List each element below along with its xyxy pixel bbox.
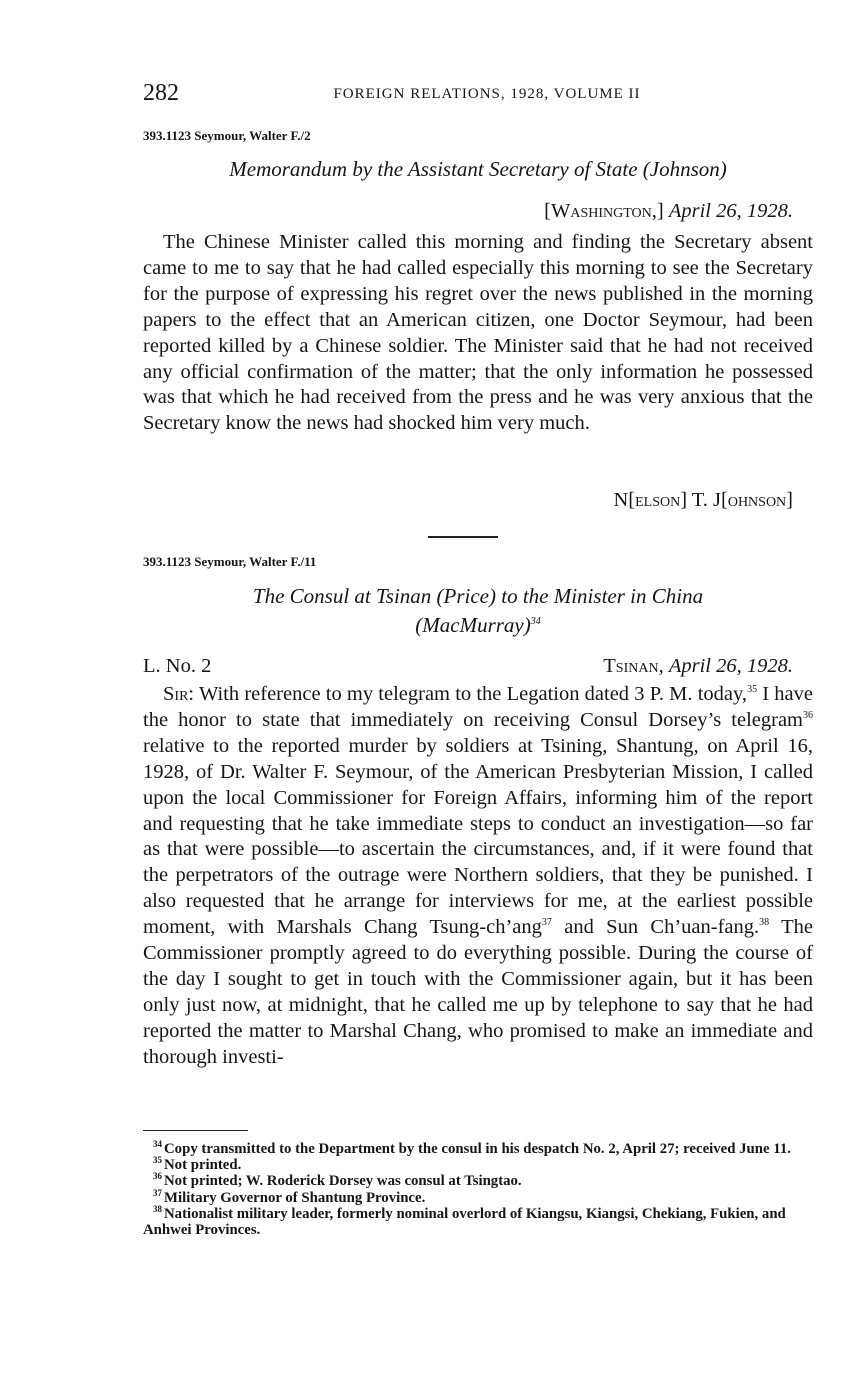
signature: N[elson] T. J[ohnson]	[613, 489, 793, 511]
salutation: Sir:	[163, 683, 195, 705]
footnote-ref-36: 36	[803, 710, 813, 722]
footnote-rule	[143, 1130, 248, 1131]
dateline-place: [Washington,]	[544, 200, 664, 222]
letter-dateline	[603, 655, 793, 678]
letter-text-4: and Sun Ch’uan-fang.	[564, 916, 760, 939]
memorandum-paragraph: The Chinese Minister called this morning and finding the Secretary absent came to me to say that he had called especially this morning to see the Secretary for the purpose of expressing his regret over the news published in the morning papers to the effect that an American citizen, one Doctor Seymour, had been reported killed by a Chinese soldier. The Minister said that he had not received any official confirmation of the matter; that the only information he possessed was that which he had received from the press and he was very anxious that the Secretary know the news had shocked him very much.	[143, 231, 813, 435]
document-title-1: Memorandum by the Assistant Secretary of State (Johnson)	[229, 157, 727, 181]
page-header	[143, 80, 813, 114]
letter-text-3: relative to the reported murder by soldiers at Tsining, Shantung, on April 16, 1928, of Dr. Walter F. Seymour, of the American Presbyterian Mission, I called upon the local Commissioner for Foreign Affairs, informing him of the report and requesting that he take immediate steps to conduct an investigation—so far as that were possible—to ascertain the circumstances, and, if it were found that the perpetrators of the outrage were Northern soldiers, that they be punished. I also requested that he arrange for interviews for me, at the earliest possible moment, with Marshals Chang Tsung-ch’ang	[143, 734, 813, 939]
page-number: 282	[143, 80, 179, 106]
document-title-2	[143, 582, 813, 640]
letter-body	[143, 682, 813, 1071]
dateline-1	[143, 200, 793, 223]
footnote-ref-38: 38	[759, 917, 770, 929]
title-line-2	[143, 611, 813, 640]
section-divider	[428, 536, 498, 538]
footnote-35: $^{35}$ Not printed.	[153, 1155, 242, 1174]
running-head: FOREIGN RELATIONS, 1928, VOLUME II	[333, 86, 641, 102]
letter-text-1: With reference to my telegram to the Legation dated 3 P. M. today,	[198, 683, 748, 705]
letter-place: Tsinan,	[603, 655, 664, 677]
memorandum-body	[143, 230, 813, 437]
file-reference-2: 393.1123 Seymour, Walter F./11	[143, 554, 317, 569]
footnote-ref-35: 35	[747, 684, 758, 696]
letter-paragraph	[143, 682, 813, 1071]
dateline-date: April 26, 1928.	[668, 200, 793, 222]
letter-text-2: I have the honor to state that immediately on receiving Consul Dorsey’s telegram	[143, 683, 813, 731]
letter-text-5: The Commissioner promptly agreed to do everything possible. During the course of the day I sought to get in touch with the Commissioner again, but it has been only just now, at midnight, that he called me up by telephone to say that he had reported the matter to Marshal Chang, who promised to make an immediate and thorough investi-	[143, 916, 814, 1068]
footnote-37: $^{37}$ Military Governor of Shantung Province.	[153, 1187, 426, 1206]
footnote-ref-37: 37	[541, 917, 552, 929]
file-reference-1: 393.1123 Seymour, Walter F./2	[143, 128, 311, 143]
title-recipient: (MacMurray)	[415, 613, 531, 637]
footnote-34: $^{34}$ Copy transmitted to the Department by the consul in his despatch No. 2, April 27; received June 11.	[153, 1139, 791, 1157]
footnote-38: $^{38}$ Nationalist military leader, formerly nominal overlord of Kiangsu, Kiangsi, Chekiang, Fukien, and Anhwei Provinces.	[143, 1203, 786, 1239]
title-footnote-ref: 34	[530, 616, 541, 627]
letter-reference-line	[143, 643, 793, 677]
letter-date: April 26, 1928.	[668, 655, 793, 677]
footnotes	[143, 1141, 815, 1238]
title-line-1: The Consul at Tsinan (Price) to the Minister in China	[252, 584, 704, 608]
footnote-36: $^{36}$ Not printed; W. Roderick Dorsey was consul at Tsingtao.	[153, 1171, 522, 1190]
letter-number: L. No. 2	[143, 655, 212, 677]
